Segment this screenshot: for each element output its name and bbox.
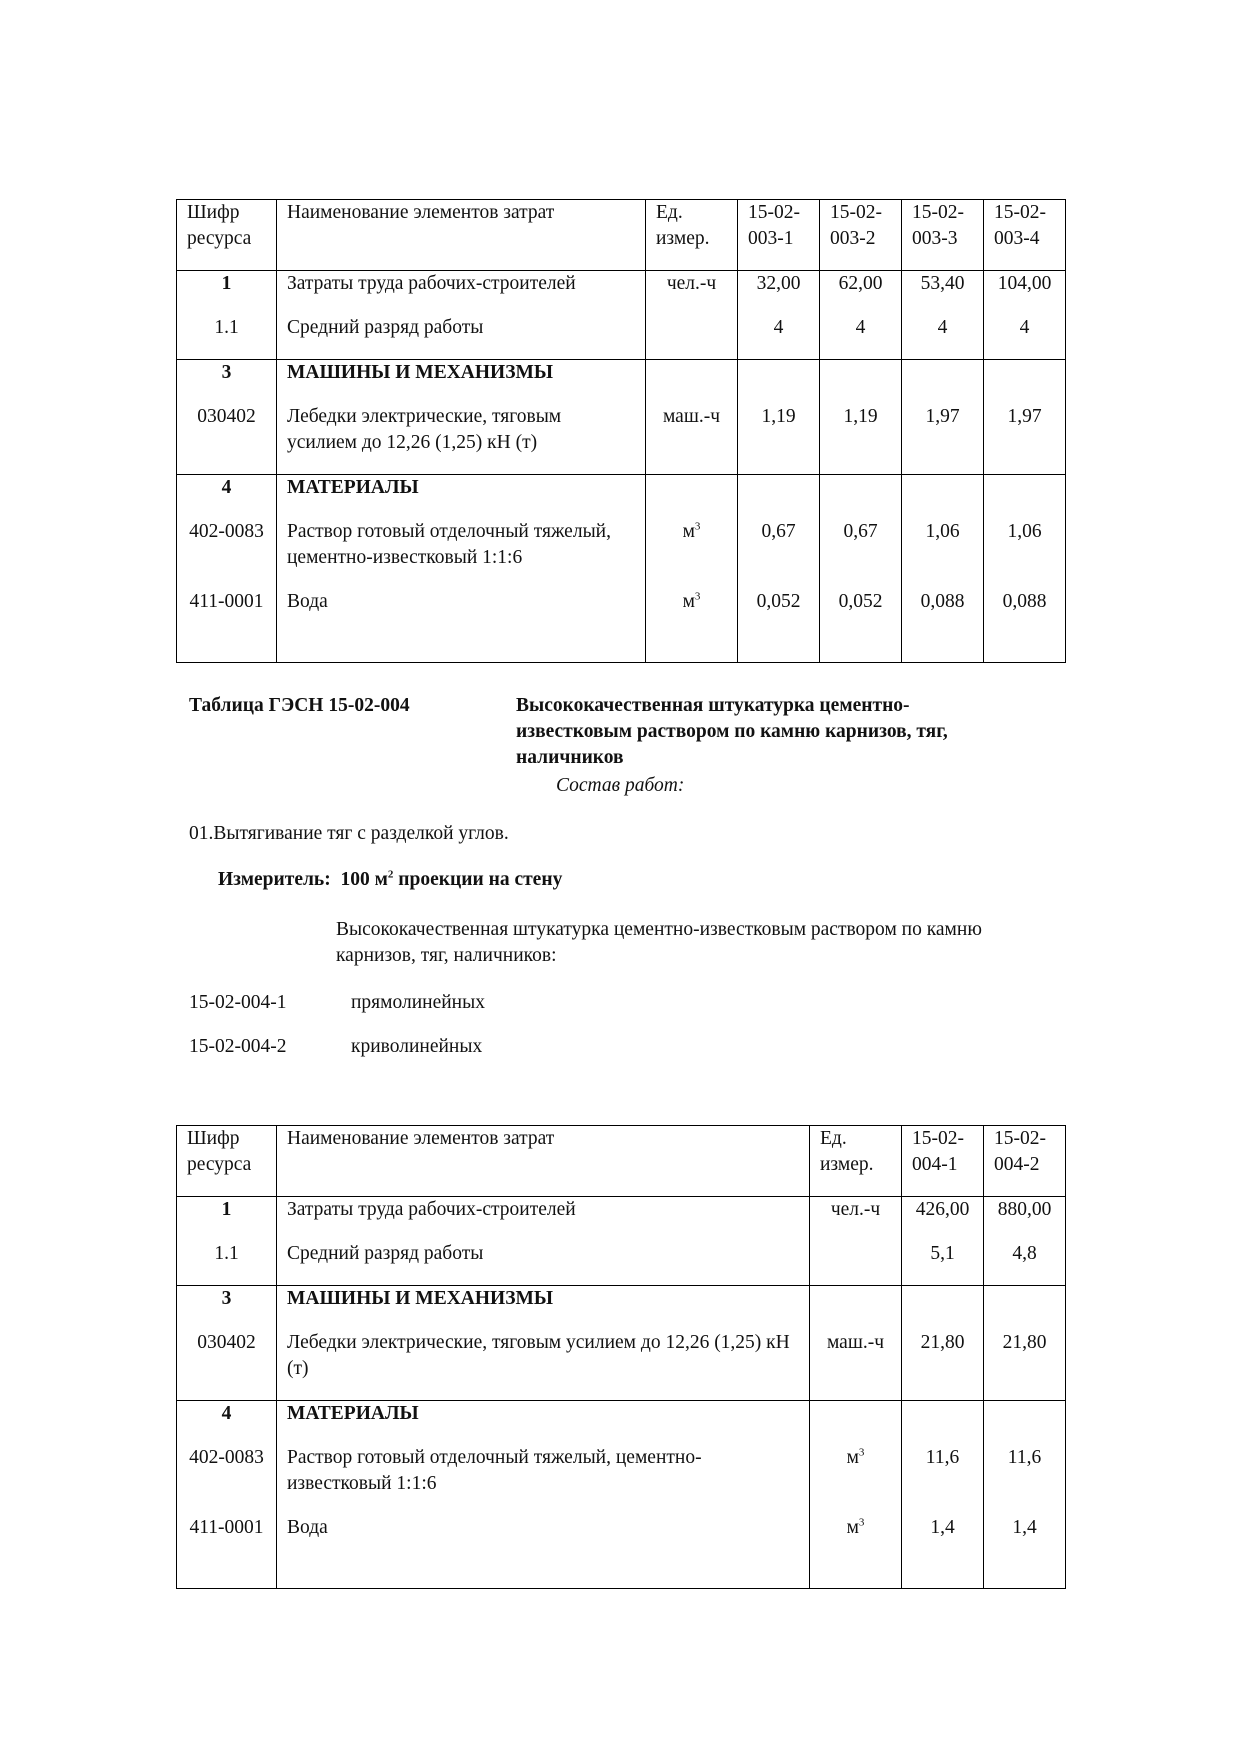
row-name: Вода <box>277 1515 810 1589</box>
variant-name: криволинейных <box>351 1036 483 1057</box>
header-unit: Ед. измер. <box>646 200 738 271</box>
row-unit: $м^3$ <box>646 519 738 589</box>
table-row <box>177 1445 1066 1515</box>
row-unit: $м^3$ <box>646 589 738 663</box>
composition-label: Состав работ: <box>556 775 685 796</box>
row-value: 1,19 <box>820 404 902 475</box>
row-name: Раствор готовый отделочный тяжелый, цементно-известковый 1:1:6 <box>277 519 646 589</box>
row-value: 21,80 <box>902 1330 984 1401</box>
header-name: Наименование элементов затрат <box>277 200 646 271</box>
row-code: 030402 <box>177 404 277 475</box>
row-value: 1,97 <box>902 404 984 475</box>
table-row <box>177 519 1066 589</box>
row-value: 0,088 <box>984 589 1066 663</box>
work-item: 01.Вытягивание тяг с разделкой углов. <box>189 823 509 844</box>
row-value: 0,052 <box>738 589 820 663</box>
row-name: Лебедки электрические, тяговым усилием до 12,26 (1,25) кН (т) <box>277 1330 810 1401</box>
row-value: 11,6 <box>984 1445 1066 1515</box>
header-col: 15-02-003-1 <box>738 200 820 271</box>
measure-value: 100 м <box>340 869 388 890</box>
row-value: 0,052 <box>820 589 902 663</box>
row-value: 53,40 <box>902 271 984 316</box>
row-value: 0,67 <box>738 519 820 589</box>
row-value: 1,4 <box>984 1515 1066 1589</box>
header-code: Шифр ресурса <box>177 200 277 271</box>
row-value: 4 <box>902 315 984 360</box>
row-name: Вода <box>277 589 646 663</box>
table-row <box>177 589 1066 663</box>
section-title: МАТЕРИАЛЫ <box>277 1401 810 1446</box>
section-title: МАШИНЫ И МЕХАНИЗМЫ <box>277 1286 810 1331</box>
row-code: 1.1 <box>177 315 277 360</box>
table-label: Таблица ГЭСН 15-02-004 <box>189 695 410 716</box>
section-row <box>177 1286 1066 1331</box>
row-unit: $м^3$ <box>810 1515 902 1589</box>
header-col: 15-02-003-3 <box>902 200 984 271</box>
table-row <box>177 1241 1066 1286</box>
row-value: 104,00 <box>984 271 1066 316</box>
row-unit: $м^3$ <box>810 1445 902 1515</box>
header-col: 15-02-004-1 <box>902 1126 984 1197</box>
row-code: 402-0083 <box>177 1445 277 1515</box>
header-col: 15-02-003-2 <box>820 200 902 271</box>
table-header-row <box>177 200 1066 271</box>
row-code: 4 <box>177 1401 277 1446</box>
section-row <box>177 1401 1066 1446</box>
section-row <box>177 360 1066 405</box>
header-code: Шифр ресурса <box>177 1126 277 1197</box>
variant-code: 15-02-004-1 <box>189 992 287 1013</box>
row-value: 4 <box>820 315 902 360</box>
row-code: 411-0001 <box>177 1515 277 1589</box>
row-value: 4 <box>984 315 1066 360</box>
row-value: 5,1 <box>902 1241 984 1286</box>
row-value: 4,8 <box>984 1241 1066 1286</box>
row-unit: чел.-ч <box>646 271 738 316</box>
table-header-row <box>177 1126 1066 1197</box>
header-unit: Ед. измер. <box>810 1126 902 1197</box>
row-code: 1 <box>177 1197 277 1242</box>
row-code: 3 <box>177 1286 277 1331</box>
row-code: 4 <box>177 475 277 520</box>
row-unit <box>646 315 738 360</box>
row-value: 1,97 <box>984 404 1066 475</box>
measure-tail: проекции на стену <box>393 869 563 890</box>
table-row <box>177 271 1066 316</box>
row-value: 62,00 <box>820 271 902 316</box>
row-value: 0,088 <box>902 589 984 663</box>
variant-code: 15-02-004-2 <box>189 1036 287 1057</box>
section-description: Высококачественная штукатурка цементно-известковым раствором по камню карнизов, тяг, наличников: <box>336 919 982 966</box>
section-row <box>177 475 1066 520</box>
table-row <box>177 1197 1066 1242</box>
row-name: Раствор готовый отделочный тяжелый, цементно-известковый 1:1:6 <box>277 1445 810 1515</box>
header-col: 15-02-004-2 <box>984 1126 1066 1197</box>
row-code: 411-0001 <box>177 589 277 663</box>
row-code: 1 <box>177 271 277 316</box>
resource-table-15-02-003 <box>176 199 1066 663</box>
resource-table-15-02-004 <box>176 1125 1066 1589</box>
section-title: МАШИНЫ И МЕХАНИЗМЫ <box>277 360 646 405</box>
table-row <box>177 1330 1066 1401</box>
row-unit: чел.-ч <box>810 1197 902 1242</box>
row-code: 3 <box>177 360 277 405</box>
header-name: Наименование элементов затрат <box>277 1126 810 1197</box>
row-code: 1.1 <box>177 1241 277 1286</box>
measure-label: Измеритель: <box>218 869 331 890</box>
row-code: 402-0083 <box>177 519 277 589</box>
table-row <box>177 1515 1066 1589</box>
row-value: 0,67 <box>820 519 902 589</box>
row-value: 4 <box>738 315 820 360</box>
row-value: 11,6 <box>902 1445 984 1515</box>
row-value: 21,80 <box>984 1330 1066 1401</box>
row-value: 1,4 <box>902 1515 984 1589</box>
row-name: Затраты труда рабочих-строителей <box>277 1197 810 1242</box>
row-name: Средний разряд работы <box>277 1241 810 1286</box>
row-value: 1,19 <box>738 404 820 475</box>
section-title: Высококачественная штукатурка цементно-известковым раствором по камню карнизов, тяг, наличников <box>516 695 948 768</box>
variant-name: прямолинейных <box>351 992 485 1013</box>
measure-line: Измеритель: 100 $м^2$ проекции на стену <box>218 868 563 890</box>
row-value: 1,06 <box>984 519 1066 589</box>
row-name: Средний разряд работы <box>277 315 646 360</box>
row-unit: маш.-ч <box>646 404 738 475</box>
row-name: Лебедки электрические, тяговым усилием до 12,26 (1,25) кН (т) <box>277 404 646 475</box>
row-unit: маш.-ч <box>810 1330 902 1401</box>
section-title: МАТЕРИАЛЫ <box>277 475 646 520</box>
table-row <box>177 404 1066 475</box>
row-name: Затраты труда рабочих-строителей <box>277 271 646 316</box>
header-col: 15-02-003-4 <box>984 200 1066 271</box>
row-unit <box>810 1241 902 1286</box>
row-value: 880,00 <box>984 1197 1066 1242</box>
row-value: 426,00 <box>902 1197 984 1242</box>
table-row <box>177 315 1066 360</box>
row-value: 32,00 <box>738 271 820 316</box>
row-value: 1,06 <box>902 519 984 589</box>
row-code: 030402 <box>177 1330 277 1401</box>
